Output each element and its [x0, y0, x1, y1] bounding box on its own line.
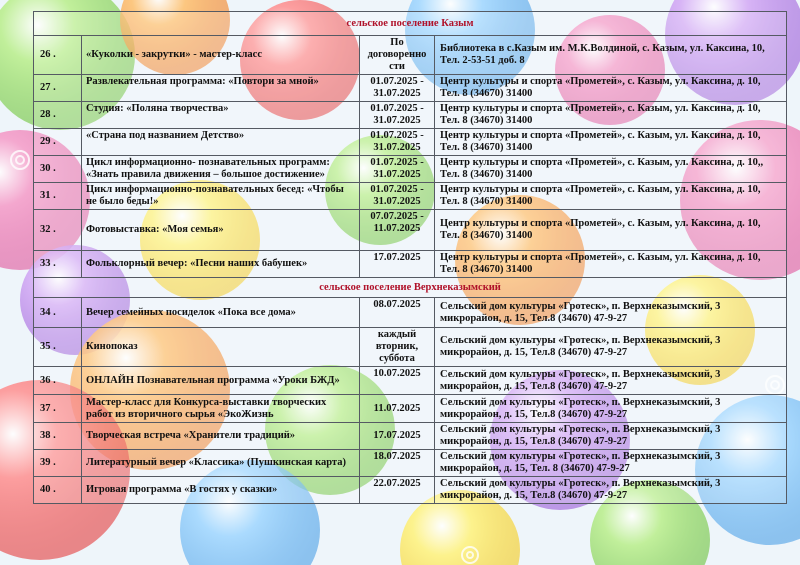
event-place: Сельский дом культуры «Гротеск», п. Верхнеказымский, 3 микрорайон, д. 15, Тел.8 (34670) 47-9-27	[435, 395, 787, 423]
table-row	[34, 36, 787, 75]
event-place: Библиотека в с.Казым им. М.К.Волдиной, с. Казым, ул. Каксина, 10, Тел. 2-53-51 доб. 8	[435, 36, 787, 75]
event-date: 17.07.2025	[360, 251, 435, 278]
event-date: 01.07.2025 - 31.07.2025	[360, 75, 435, 102]
event-date: 22.07.2025	[360, 477, 435, 504]
table-row	[34, 102, 787, 129]
event-place: Центр культуры и спорта «Прометей», с. Казым, ул. Каксина, д. 10,, Тел. 8 (34670) 31400	[435, 156, 787, 183]
event-date: 01.07.2025 - 31.07.2025	[360, 183, 435, 210]
event-date: 17.07.2025	[360, 423, 435, 450]
section-header	[34, 12, 787, 36]
table-row	[34, 183, 787, 210]
row-number: 28 .	[34, 102, 82, 129]
event-date: 10.07.2025	[360, 367, 435, 395]
row-number: 30 .	[34, 156, 82, 183]
row-number: 32 .	[34, 210, 82, 251]
table-row	[34, 251, 787, 278]
event-place: Центр культуры и спорта «Прометей», с. Казым, ул. Каксина, д. 10, Тел. 8 (34670) 31400	[435, 251, 787, 278]
event-name: Студия: «Поляна творчества»	[82, 102, 360, 129]
row-number: 26 .	[34, 36, 82, 75]
event-date: 11.07.2025	[360, 395, 435, 423]
table-row	[34, 477, 787, 504]
table-row	[34, 75, 787, 102]
event-date: 08.07.2025	[360, 298, 435, 328]
event-name: «Куколки - закрутки» - мастер-класс	[82, 36, 360, 75]
event-name: Игровая программа «В гостях у сказки»	[82, 477, 360, 504]
row-number: 29 .	[34, 129, 82, 156]
table-row	[34, 298, 787, 328]
table-row	[34, 156, 787, 183]
event-name: Вечер семейных посиделок «Пока все дома»	[82, 298, 360, 328]
event-date: 01.07.2025 - 31.07.2025	[360, 102, 435, 129]
event-place: Центр культуры и спорта «Прометей», с. Казым, ул. Каксина, д. 10, Тел. 8 (34670) 31400	[435, 75, 787, 102]
row-number: 38 .	[34, 423, 82, 450]
event-place: Центр культуры и спорта «Прометей», с. Казым, ул. Каксина, д. 10, Тел. 8 (34670) 31400	[435, 210, 787, 251]
row-number: 31 .	[34, 183, 82, 210]
row-number: 37 .	[34, 395, 82, 423]
event-name: Творческая встреча «Хранители традиций»	[82, 423, 360, 450]
section-title: сельское поселение Казым	[34, 12, 787, 36]
event-place: Центр культуры и спорта «Прометей», с. Казым, ул. Каксина, д. 10, Тел. 8 (34670) 31400	[435, 183, 787, 210]
event-place: Сельский дом культуры «Гротеск», п. Верхнеказымский, 3 микрорайон, д. 15, Тел.8 (34670) 47-9-27	[435, 367, 787, 395]
event-place: Сельский дом культуры «Гротеск», п. Верхнеказымский, 3 микрорайон, д. 15, Тел.8 (34670) 47-9-27	[435, 328, 787, 367]
table-row	[34, 367, 787, 395]
row-number: 39 .	[34, 450, 82, 477]
event-place: Сельский дом культуры «Гротеск», п. Верхнеказымский, 3 микрорайон, д. 15, Тел.8 (34670) 47-9-27	[435, 298, 787, 328]
event-date: 07.07.2025 - 11.07.2025	[360, 210, 435, 251]
table-row	[34, 395, 787, 423]
event-name: «Страна под названием Детство»	[82, 129, 360, 156]
event-place: Центр культуры и спорта «Прометей», с. Казым, ул. Каксина, д. 10, Тел. 8 (34670) 31400	[435, 129, 787, 156]
event-place: Сельский дом культуры «Гротеск», п. Верхнеказымский, 3 микрорайон, д. 15, Тел. 8 (34670) 47-9-27	[435, 450, 787, 477]
event-date: каждый вторник, суббота	[360, 328, 435, 367]
event-place: Сельский дом культуры «Гротеск», п. Верхнеказымский, 3 микрорайон, д. 15, Тел.8 (34670) 47-9-27	[435, 477, 787, 504]
table-row	[34, 328, 787, 367]
event-name: Развлекательная программа: «Повтори за мной»	[82, 75, 360, 102]
event-name: Цикл информационно- познавательных программ: «Знать правила движения – большое достижение»	[82, 156, 360, 183]
table-row	[34, 129, 787, 156]
event-date: 01.07.2025 - 31.07.2025	[360, 129, 435, 156]
row-number: 36 .	[34, 367, 82, 395]
events-table	[33, 11, 787, 504]
event-name: Кинопоказ	[82, 328, 360, 367]
row-number: 35 .	[34, 328, 82, 367]
event-name: Мастер-класс для Конкурса-выставки творческих работ из вторичного сырья «ЭкоЖизнь	[82, 395, 360, 423]
event-date: 01.07.2025 - 31.07.2025	[360, 156, 435, 183]
event-place: Сельский дом культуры «Гротеск», п. Верхнеказымский, 3 микрорайон, д. 15, Тел.8 (34670) 47-9-27	[435, 423, 787, 450]
table-row	[34, 210, 787, 251]
event-name: Цикл информационно-познавательных бесед: «Чтобы не было беды!»	[82, 183, 360, 210]
event-name: Литературный вечер «Классика» (Пушкинская карта)	[82, 450, 360, 477]
section-header	[34, 278, 787, 298]
row-number: 34 .	[34, 298, 82, 328]
row-number: 33 .	[34, 251, 82, 278]
event-name: Фольклорный вечер: «Песни наших бабушек»	[82, 251, 360, 278]
row-number: 27 .	[34, 75, 82, 102]
row-number: 40 .	[34, 477, 82, 504]
event-name: Фотовыставка: «Моя семья»	[82, 210, 360, 251]
event-place: Центр культуры и спорта «Прометей», с. Казым, ул. Каксина, д. 10, Тел. 8 (34670) 31400	[435, 102, 787, 129]
event-date: По договоренно сти	[360, 36, 435, 75]
table-row	[34, 423, 787, 450]
event-date: 18.07.2025	[360, 450, 435, 477]
event-name: ОНЛАЙН Познавательная программа «Уроки БЖД»	[82, 367, 360, 395]
section-title: сельское поселение Верхнеказымский	[34, 278, 787, 298]
table-row	[34, 450, 787, 477]
